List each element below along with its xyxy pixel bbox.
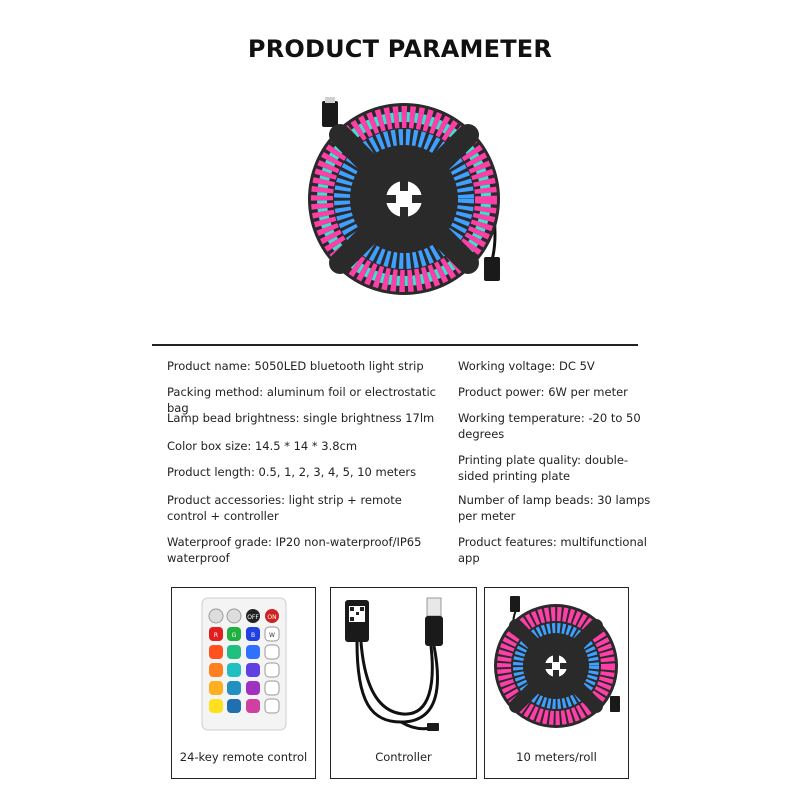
spec-product-length: Product length: 0.5, 1, 2, 3, 4, 5, 10 meters xyxy=(167,465,417,479)
remote-g-label: G xyxy=(231,632,237,639)
reel-image xyxy=(486,592,628,742)
remote-w-label: W xyxy=(269,632,275,639)
remote-on-label: ON xyxy=(267,614,277,621)
remote-key xyxy=(209,681,223,695)
remote-key xyxy=(209,663,223,677)
reel-panel xyxy=(484,587,629,779)
spec-color-box-size: Color box size: 14.5 * 14 * 3.8cm xyxy=(167,439,358,453)
spec-working-temperature: Working temperature: -20 to 50 degrees xyxy=(458,411,641,441)
controller-caption: Controller xyxy=(375,750,432,764)
controller-image xyxy=(331,592,476,742)
spec-waterproof-grade: Waterproof grade: IP20 non-waterproof/IP65 waterproof xyxy=(167,535,422,565)
remote-key xyxy=(227,645,241,659)
reel-caption: 10 meters/roll xyxy=(516,750,597,764)
remote-key xyxy=(265,663,279,677)
remote-key xyxy=(246,645,260,659)
spec-divider xyxy=(152,344,638,346)
remote-key xyxy=(209,699,223,713)
remote-control-image xyxy=(173,592,315,742)
remote-control-panel xyxy=(171,587,316,779)
controller-panel xyxy=(330,587,477,779)
remote-b-label: B xyxy=(250,632,256,639)
remote-key xyxy=(265,645,279,659)
spec-product-features: Product features: multifunctional app xyxy=(458,535,647,565)
remote-key xyxy=(265,681,279,695)
spec-product-accessories: Product accessories: light strip + remote control + controller xyxy=(167,493,402,523)
led-strip-reel-image xyxy=(300,95,510,295)
spec-packing-method: Packing method: aluminum foil or electrostatic bag xyxy=(167,385,437,415)
spec-product-name: Product name: 5050LED bluetooth light strip xyxy=(167,359,424,373)
remote-key xyxy=(246,663,260,677)
spec-working-voltage: Working voltage: DC 5V xyxy=(458,359,595,373)
spec-lamp-brightness: Lamp bead brightness: single brightness 17lm xyxy=(167,411,435,425)
remote-r-label: R xyxy=(213,632,219,639)
spec-lamp-beads: Number of lamp beads: 30 lamps per meter xyxy=(458,493,651,523)
remote-key xyxy=(227,681,241,695)
remote-key xyxy=(246,681,260,695)
remote-caption: 24-key remote control xyxy=(179,750,308,764)
remote-key xyxy=(227,699,241,713)
remote-key xyxy=(227,663,241,677)
remote-key xyxy=(246,699,260,713)
page-title: PRODUCT PARAMETER xyxy=(247,35,553,63)
spec-printing-plate: Printing plate quality: double-sided printing plate xyxy=(458,453,629,483)
remote-off-label: OFF xyxy=(247,614,259,621)
remote-key xyxy=(265,699,279,713)
remote-key xyxy=(209,645,223,659)
spec-product-power: Product power: 6W per meter xyxy=(458,385,628,399)
